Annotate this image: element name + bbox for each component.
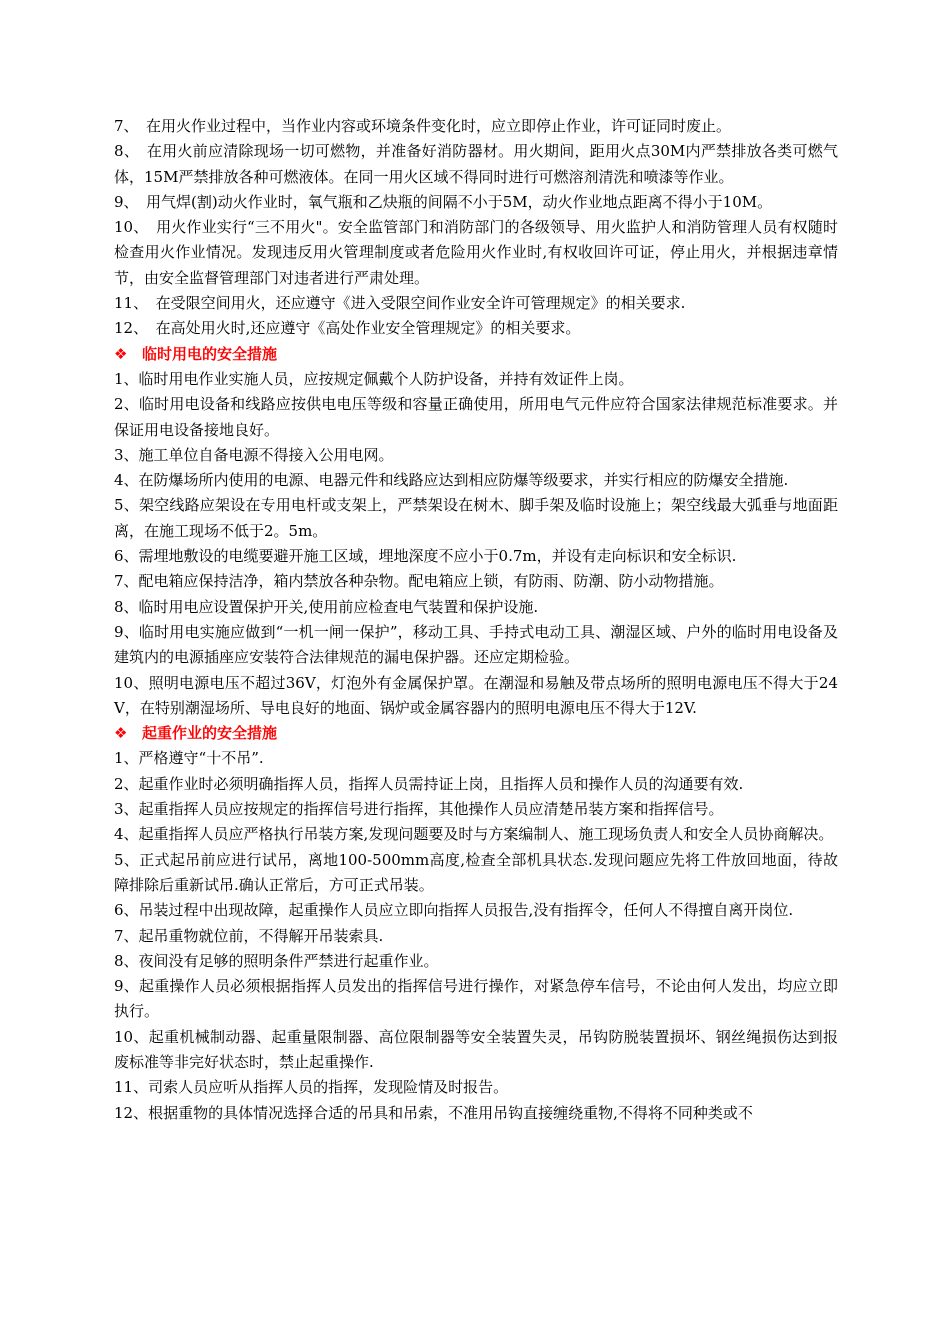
lifting-item-10: 10、起重机械制动器、起重量限制器、高位限制器等安全装置失灵，吊钩防脱装置损坏、钢丝绳损伤达到报废标准等非完好状态时，禁止起重操作. [114, 1027, 838, 1071]
lifting-item-11: 11、司索人员应听从指挥人员的指挥，发现险情及时报告。 [114, 1078, 509, 1097]
fire-item-9: 9、 用气焊(割)动火作业时，氧气瓶和乙炔瓶的间隔不小于5M，动火作业地点距离不得小于10M。 [114, 192, 773, 211]
fire-item-8: 8、 在用火前应清除现场一切可燃物，并准备好消防器材。用火期间，距用火点30M内严禁排放各类可燃气体，15M严禁排放各种可燃液体。在同一用火区域不得同时进行可燃溶剂清洗和喷漆等作业。 [114, 142, 838, 186]
lifting-item-12: 12、根据重物的具体情况选择合适的吊具和吊索，不准用吊钩直接缠绕重物,不得将不同种类或不 [114, 1103, 753, 1122]
fire-item-11: 11、 在受限空间用火，还应遵守《进入受限空间作业安全许可管理规定》的相关要求. [114, 294, 686, 313]
fire-item-10: 10、 用火作业实行“三不用火"。安全监管部门和消防部门的各级领导、用火监护人和消防管理人员有权随时检查用火作业情况。发现违反用火管理制度或者危险用火作业时,有权收回许可证，停止用火，并根据违章情节，由安全监督管理部门对违者进行严肃处理。 [114, 218, 838, 287]
electric-section-heading [114, 342, 838, 367]
electric-item-6: 6、需埋地敷设的电缆要避开施工区域，埋地深度不应小于0.7m，并设有走向标识和安全标识. [114, 547, 737, 566]
lifting-item-4: 4、起重指挥人员应严格执行吊装方案,发现问题要及时与方案编制人、施工现场负责人和安全人员协商解决。 [114, 825, 834, 844]
diamond-bullet-icon: ❖ [114, 344, 128, 363]
electric-section-title: 临时用电的安全措施 [142, 344, 278, 363]
lifting-section-heading [114, 721, 838, 746]
lifting-item-1: 1、严格遵守“十不吊”. [114, 749, 264, 768]
lifting-item-8: 8、夜间没有足够的照明条件严禁进行起重作业。 [114, 951, 439, 970]
electric-item-9: 9、临时用电实施应做到“一机一闸一保护”，移动工具、手持式电动工具、潮湿区域、户外的临时用电设备及建筑内的电源插座应安装符合法律规范的漏电保护器。还应定期检验。 [114, 622, 838, 667]
electric-item-7: 7、配电箱应保持洁净，箱内禁放各种杂物。配电箱应上锁，有防雨、防潮、防小动物措施。 [114, 572, 724, 591]
lifting-item-7: 7、起吊重物就位前，不得解开吊装索具. [114, 926, 384, 945]
fire-item-12: 12、 在高处用火时,还应遵守《高处作业安全管理规定》的相关要求。 [114, 319, 581, 338]
lifting-item-5: 5、正式起吊前应进行试吊，离地100-500mm高度,检查全部机具状态.发现问题应先将工件放回地面，待故障排除后重新试吊.确认正常后，方可正式吊装。 [114, 850, 838, 894]
lifting-section-title: 起重作业的安全措施 [142, 724, 278, 743]
electric-item-3: 3、施工单位自备电源不得接入公用电网。 [114, 445, 394, 464]
electric-item-4: 4、在防爆场所内使用的电源、电器元件和线路应达到相应防爆等级要求，并实行相应的防爆安全措施. [114, 471, 789, 490]
diamond-bullet-icon: ❖ [114, 724, 128, 743]
document-page [114, 114, 838, 1126]
electric-item-2: 2、临时用电设备和线路应按供电电压等级和容量正确使用，所用电气元件应符合国家法律规范标准要求。并保证用电设备接地良好。 [114, 395, 838, 439]
lifting-item-2: 2、起重作业时必须明确指挥人员，指挥人员需持证上岗，且指挥人员和操作人员的沟通要有效. [114, 774, 744, 793]
electric-item-5: 5、架空线路应架设在专用电杆或支架上，严禁架设在树木、脚手架及临时设施上；架空线最大弧垂与地面距离，在施工现场不低于2。5m。 [114, 496, 838, 540]
fire-item-7: 7、 在用火作业过程中，当作业内容或环境条件变化时，应立即停止作业，许可证同时废止。 [114, 117, 732, 135]
lifting-item-9: 9、起重操作人员必须根据指挥人员发出的指挥信号进行操作，对紧急停车信号，不论由何人发出，均应立即执行。 [114, 977, 838, 1021]
electric-item-1: 1、临时用电作业实施人员，应按规定佩戴个人防护设备，并持有效证件上岗。 [114, 369, 634, 388]
electric-item-10: 10、照明电源电压不超过36V，灯泡外有金属保护罩。在潮湿和易触及带点场所的照明电源电压不得大于24V，在特别潮湿场所、导电良好的地面、锅炉或金属容器内的照明电源电压不得大于12V. [114, 673, 838, 717]
electric-item-8: 8、临时用电应设置保护开关,使用前应检查电气装置和保护设施. [114, 597, 539, 616]
lifting-item-6: 6、吊装过程中出现故障，起重操作人员应立即向指挥人员报告,没有指挥令，任何人不得擅自离开岗位. [114, 901, 794, 920]
lifting-item-3: 3、起重指挥人员应按规定的指挥信号进行指挥，其他操作人员应清楚吊装方案和指挥信号。 [114, 800, 724, 819]
fire-work-list-continued [114, 114, 838, 342]
electric-section [114, 342, 838, 721]
lifting-section [114, 721, 838, 1126]
